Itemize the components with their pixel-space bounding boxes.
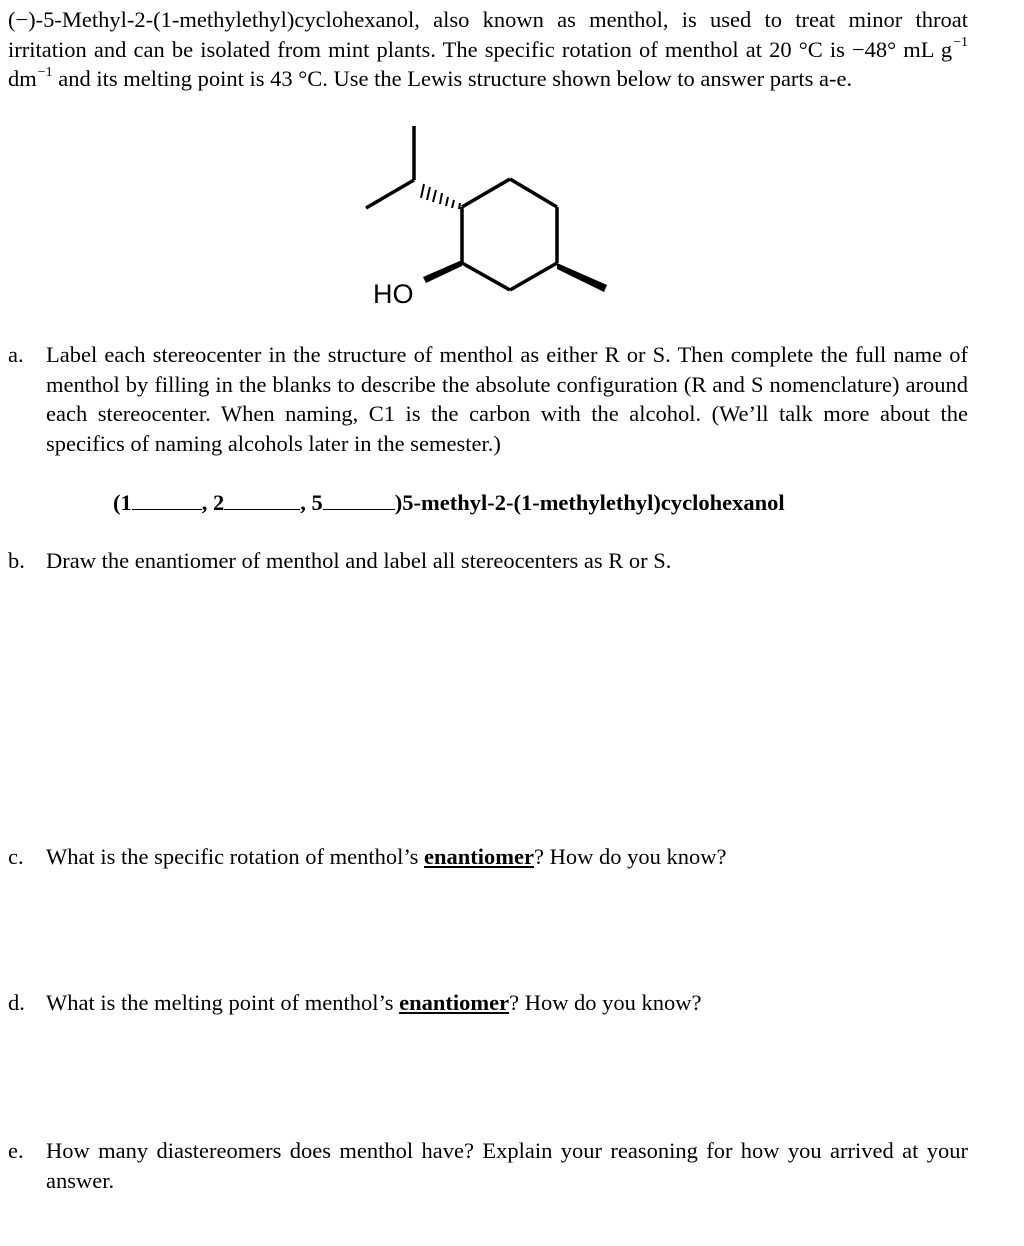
- question-e: [8, 1136, 968, 1195]
- question-c-letter: c.: [8, 844, 24, 869]
- name-sep-2: , 2: [201, 490, 225, 515]
- question-c-emphasis: enantiomer: [424, 844, 535, 869]
- name-close: )5-methyl-2-(1-methylethyl)cyclohexanol: [394, 490, 785, 515]
- ring-bond-c3-c4: [510, 179, 557, 207]
- ho-label: HO: [373, 279, 414, 309]
- question-b-letter: b.: [8, 548, 25, 573]
- wedge-bond-oh: [423, 260, 462, 283]
- question-e-text: How many diastereomers does menthol have? Explain your reasoning for how you arrived at your answer.: [46, 1138, 968, 1193]
- question-a-text: Label each stereocenter in the structure of menthol as either R or S. Then complete the full name of menthol by filling in the blanks to describe the absolute configuration (R and S nomenclature) around each stereocenter. When naming, C1 is the carbon with the alcohol. (We’ll talk more about the specifics of naming alcohols later in the semester.): [46, 342, 968, 456]
- intro-text-4: and its melting point is 43 °C. Use the Lewis structure shown below to answer parts a-e.: [52, 66, 853, 91]
- question-d-post: ? How do you know?: [509, 990, 702, 1015]
- question-a-letter: a.: [8, 342, 24, 367]
- intro-menthol-word: menthol: [664, 36, 739, 62]
- blank-c1[interactable]: [132, 490, 202, 510]
- question-c: [8, 842, 968, 872]
- question-d-text: [46, 988, 968, 1018]
- question-d-emphasis: enantiomer: [399, 990, 510, 1015]
- ring-bond-c5-c6: [510, 263, 557, 290]
- question-e-letter: e.: [8, 1138, 24, 1163]
- ring-bond-c2-c3: [462, 179, 510, 207]
- question-c-post: ? How do you know?: [534, 844, 727, 869]
- question-a: [8, 340, 968, 458]
- intro-text-3: dm: [8, 66, 37, 91]
- question-d: [8, 988, 968, 1018]
- name-fill-line: [113, 488, 785, 518]
- wedge-bond-methyl: [557, 263, 607, 292]
- question-d-pre: What is the melting point of menthol’s: [46, 990, 400, 1015]
- name-open: (1: [113, 490, 132, 515]
- intro-text-2: at 20 °C is −48° mL g: [738, 36, 953, 62]
- question-d-letter: d.: [8, 990, 25, 1015]
- question-b: [8, 546, 968, 576]
- hashed-wedge-bond: [421, 184, 460, 209]
- intro-text-1: (−)-5-Methyl-2-(1-methylethyl)cyclohexanol, also known as menthol, is used to treat minor throat irritation and can be isolated from mint plants. The specific rotation of: [8, 7, 968, 62]
- question-c-pre: What is the specific rotation of menthol’s: [46, 844, 425, 869]
- exponent-g: −1: [953, 35, 968, 50]
- ring-bond-c6-c1: [462, 263, 510, 290]
- exponent-dm: −1: [37, 64, 53, 80]
- question-c-text: [46, 842, 968, 872]
- question-b-text: Draw the enantiomer of menthol and label all stereocenters as R or S.: [46, 548, 672, 573]
- blank-c2[interactable]: [224, 490, 300, 510]
- menthol-structure: [0, 0, 1024, 320]
- blank-c5[interactable]: [323, 490, 395, 510]
- isopropyl-methyl-bond-left: [366, 180, 414, 208]
- name-sep-5: , 5: [300, 490, 323, 515]
